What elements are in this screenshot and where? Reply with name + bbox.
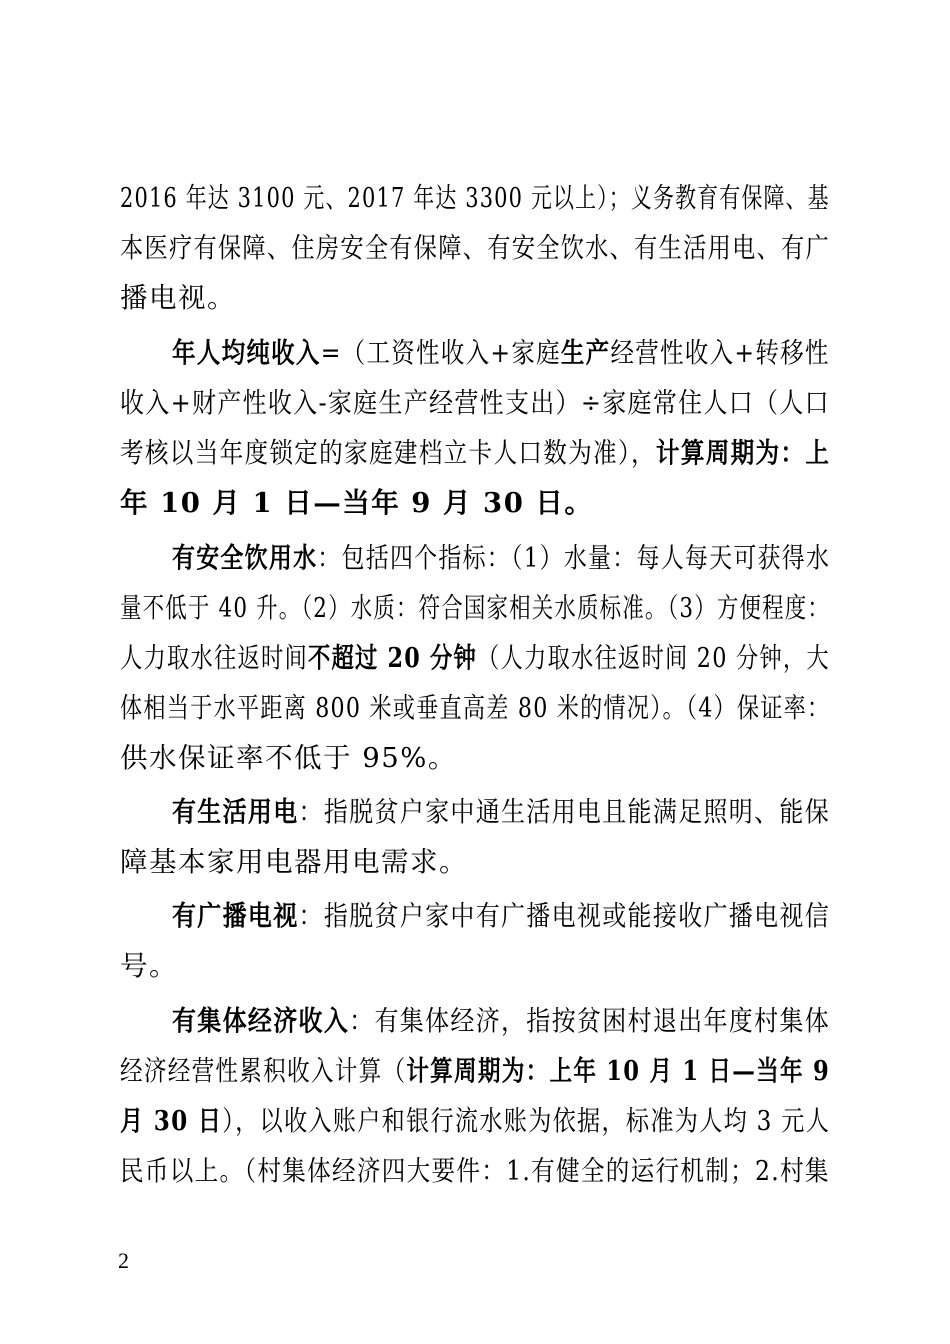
text-span: 2016 年达 3100 元、2017 年达 3300 元以上）；义务教育有保障、基 xyxy=(120,182,830,214)
bold-term: 年人均纯收入 xyxy=(172,337,321,369)
bold-term: 有安全饮用水 xyxy=(172,542,318,574)
text-line xyxy=(120,383,830,423)
text-span: ），以收入账户和银行流水账为依据，标准为人均 3 元人 xyxy=(222,1105,831,1137)
text-span: 播电视。 xyxy=(120,282,236,314)
bold-term: 不超过 20 分钟 xyxy=(308,642,477,674)
bold-term: 有集体经济收入 xyxy=(172,1005,350,1037)
text-line xyxy=(120,1151,830,1191)
text-line xyxy=(172,333,830,373)
text-line xyxy=(120,178,830,218)
bold-term: 月 30 日 xyxy=(120,1105,223,1137)
text-line xyxy=(120,946,178,986)
text-line xyxy=(120,1051,830,1091)
text-span: ：指脱贫户家中通生活用电且能满足照明、能保 xyxy=(298,796,830,828)
text-line xyxy=(120,842,468,882)
text-line xyxy=(120,433,830,473)
text-span: 量不低于 40 升。（2）水质：符合国家相关水质标准。（3）方便程度： xyxy=(120,592,830,624)
text-span: 本医疗有保障、住房安全有保障、有安全饮水、有生活用电、有广 xyxy=(120,232,830,264)
text-span: 民币以上。（村集体经济四大要件：1.有健全的运行机制；2.村集 xyxy=(120,1155,830,1187)
text-span: ：指脱贫户家中有广播电视或能接收广播电视信 xyxy=(298,900,830,932)
text-line xyxy=(120,1101,830,1141)
text-span: 障基本家用电器用电需求。 xyxy=(120,846,468,878)
text-span: ：有集体经济，指按贫困村退出年度村集体 xyxy=(349,1005,830,1037)
text-line xyxy=(172,538,830,578)
text-span: 经营性收入+转移性 xyxy=(610,337,830,369)
text-line xyxy=(172,792,830,832)
text-span: =（工资性收入+家庭 xyxy=(320,337,561,369)
bold-term: 生产 xyxy=(560,337,611,369)
text-line xyxy=(120,738,457,778)
bold-term: 年 10 月 1 日—当年 9 月 30 日。 xyxy=(120,487,594,519)
text-span: （人力取水往返时间 20 分钟，大 xyxy=(476,642,830,674)
text-span: 体相当于水平距离 800 米或垂直高差 80 米的情况）。（4）保证率： xyxy=(120,692,831,724)
text-line xyxy=(120,588,830,628)
text-span: 人力取水往返时间 xyxy=(120,642,309,674)
bold-term: 有生活用电 xyxy=(172,796,299,828)
text-span: ：包括四个指标：（1）水量：每人每天可获得水 xyxy=(317,542,831,574)
page-number: 2 xyxy=(118,1248,129,1273)
text-span: 收入+财产性收入-家庭生产经营性支出）÷家庭常住人口（人口 xyxy=(120,387,830,419)
text-span: 考核以当年度锁定的家庭建档立卡人口数为准）， xyxy=(120,437,656,469)
text-span: 经济经营性累积收入计算（ xyxy=(120,1055,407,1087)
text-line xyxy=(120,483,593,523)
text-line xyxy=(172,896,830,936)
bold-term: 有广播电视 xyxy=(172,900,299,932)
text-line xyxy=(120,688,830,728)
bold-term: 计算周期为：上 xyxy=(655,437,831,469)
text-line xyxy=(172,1001,830,1041)
text-line xyxy=(120,638,830,678)
text-line xyxy=(120,228,830,268)
text-line xyxy=(120,278,236,318)
text-span: 供水保证率不低于 95%。 xyxy=(120,742,457,774)
bold-term: 计算周期为：上年 10 月 1 日—当年 9 xyxy=(406,1055,830,1087)
text-span: 号。 xyxy=(120,950,178,982)
